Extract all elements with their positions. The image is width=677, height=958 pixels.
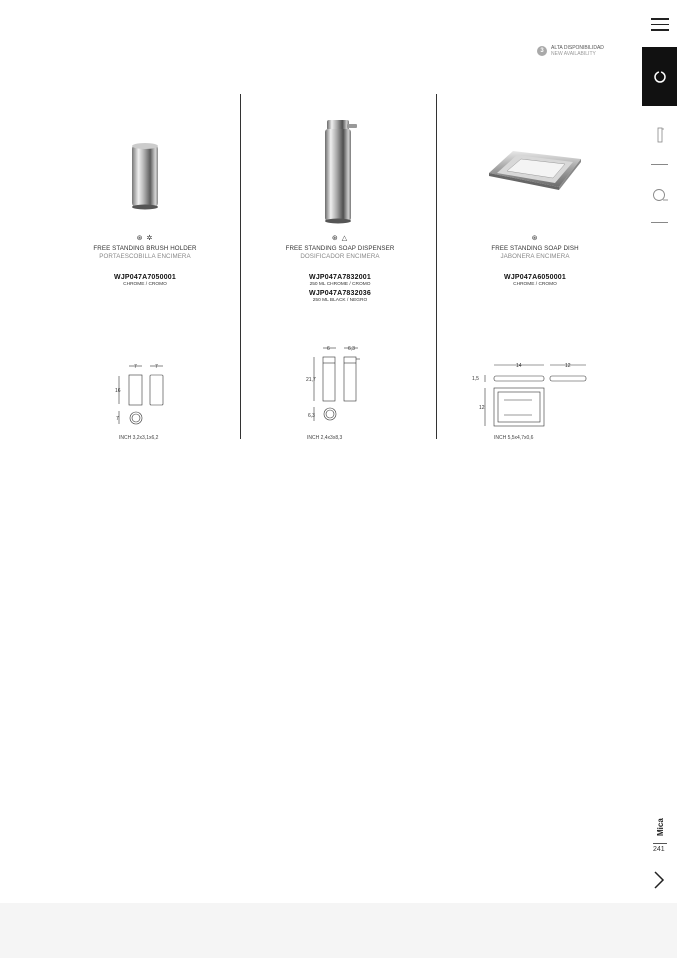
availability-en: NEW AVAILABILITY [551,51,596,57]
product-finish: CHROME / CROMO [513,282,557,287]
care-icons: ⊛ ✲ [136,235,154,242]
availability-text [551,45,604,57]
brush-holder-inch: INCH 3,2x3,1x6,2 [119,435,159,441]
column-divider [240,94,241,439]
soap-dispenser-inch: INCH 2,4x3x8,3 [307,435,343,441]
page-sidebar [642,0,677,903]
dim-dish-w2: 12 [565,363,571,369]
dim-dish-d: 12 [479,405,485,411]
collection-label: Mica [656,818,665,836]
soap-dispenser-photo [255,110,425,230]
soap-dish-drawing [470,360,590,432]
rotate-icon [653,70,667,84]
product-name-es: DOSIFICADOR ENCIMERA [300,253,380,260]
product-name-es: PORTAESCOBILLA ENCIMERA [99,253,191,260]
dim-dispenser-h: 21,7 [306,377,316,383]
soap-dispenser-drawing [305,343,375,433]
dim-dish-h: 1,5 [472,376,479,382]
dim-brush-base: 7 [116,416,119,422]
product-name-en: FREE STANDING BRUSH HOLDER [93,245,197,252]
product-finish: CHROME / CROMO [123,282,167,287]
product-name-es: JABONERA ENCIMERA [500,253,570,260]
dim-brush-w2: 7 [155,364,158,370]
product-code: WJP047A7050001 [114,274,176,281]
thumbnail-page-3[interactable] [651,185,669,205]
product-name-en: FREE STANDING SOAP DISPENSER [285,245,395,252]
footer-band [0,903,677,958]
thumbnail-page-2[interactable] [651,125,669,145]
availability-badge [537,45,604,57]
dim-dispenser-w1: 6 [327,346,330,352]
product-brush-holder [60,110,230,287]
dim-brush-h: 16 [115,388,121,394]
hamburger-icon[interactable] [651,18,669,34]
product-name-en: FREE STANDING SOAP DISH [491,245,579,252]
thumbnail-current-page[interactable] [642,47,677,106]
brush-holder-drawing [110,358,170,430]
care-icons: ⊛ △ [331,235,349,242]
care-icons: ⊛ [531,235,539,242]
thumbnail-separator [651,164,668,165]
dim-dispenser-w2: 6,3 [348,346,355,352]
brush-holder-photo [60,110,230,230]
thumbnail-separator [651,222,668,223]
page-number-separator [653,843,667,844]
availability-number: 3 [537,46,547,56]
product-soap-dish [450,110,620,287]
page-number: 241 [653,846,665,853]
soap-dish-photo [450,110,620,230]
product-finish: 250 ML BLACK / NEGRO [312,298,368,303]
column-divider [436,94,437,439]
dim-dish-w: 14 [516,363,522,369]
product-code: WJP047A6050001 [504,274,566,281]
product-code: WJP047A7832036 [309,290,371,297]
product-code: WJP047A7832001 [309,274,371,281]
dispenser-thumb-icon [655,126,665,144]
mirror-thumb-icon [651,187,669,203]
product-finish: 250 ML CHROME / CROMO [309,282,371,287]
dim-brush-w1: 7 [134,364,137,370]
availability-es: ALTA DISPONIBILIDAD [551,45,604,51]
soap-dish-inch: INCH 5,5x4,7x0,6 [494,435,534,441]
dim-dispenser-base: 6,3 [308,413,315,419]
product-soap-dispenser [255,110,425,303]
chevron-right-icon[interactable] [651,870,667,890]
